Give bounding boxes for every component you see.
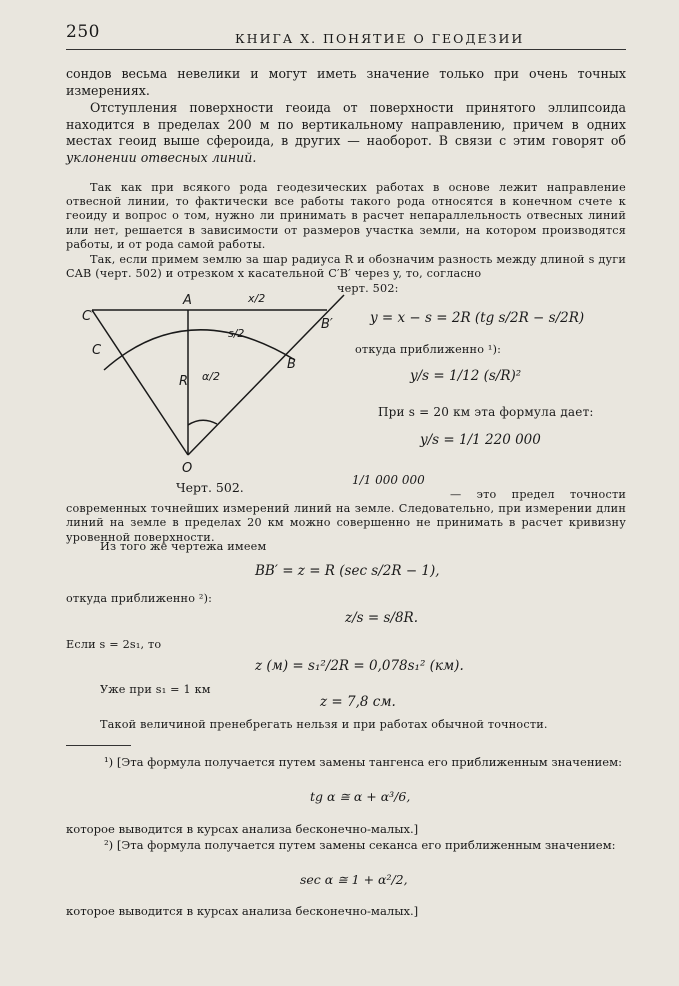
angle-arc xyxy=(188,420,217,425)
footnote-1-formula: tg α ≅ α + α³/6, xyxy=(310,789,411,804)
paragraph-2-text: Отступления поверхности геоида от поверхности принятого эллипсоида находится в пределах 200 м по вертикальному направлению, причем в одних местах геоид выше сфероида, в других — наоборот. В связи с этим говорят об xyxy=(66,100,626,148)
small-paragraph-2-tail: черт. 502: xyxy=(337,282,399,295)
figure-caption: Черт. 502. xyxy=(176,480,244,495)
formula-ratio: y/s = 1/1 220 000 xyxy=(420,432,541,448)
label-a: A xyxy=(183,293,192,308)
fraction-one-millionth: 1/1 000 000 xyxy=(352,473,425,487)
footnote-1-end: которое выводится в курсах анализа бесконечно-малых.] xyxy=(66,822,419,836)
text-if-s: Если s = 2s₁, то xyxy=(66,638,162,651)
label-r: R xyxy=(179,374,189,389)
text-cannot-neglect: Такой величиной пренебрегать нельзя и при работах обычной точности. xyxy=(100,718,548,731)
text-at-20km: При s = 20 км эта формула дает: xyxy=(378,405,594,419)
paragraph-2-italic: уклонении отвесных линий. xyxy=(66,149,257,165)
text-approx-2: откуда приближенно ²): xyxy=(66,592,213,605)
label-b-prime: B′ xyxy=(321,317,333,332)
running-header: КНИГА X. ПОНЯТИЕ О ГЕОДЕЗИИ xyxy=(235,31,525,46)
small-paragraph-2: Так, если примем землю за шар радиуса R и обозначим разность между длиной s дуги CAB (черт. 502) и отрезком x касательной C′B′ через y, то, согласно xyxy=(66,253,626,281)
formula-z-cm: z = 7,8 см. xyxy=(320,694,396,710)
formula-y: y = x − s = 2R (tg s/2R − s/2R) xyxy=(370,310,585,326)
text-approx-1: откуда приближенно ¹): xyxy=(355,343,502,356)
paragraph-2 xyxy=(66,100,626,166)
text-from-figure: Из того же чертежа имеем xyxy=(100,540,267,553)
text-precision-limit: — это предел точности современных точнейших измерений линий на земле. Следовательно, при измерении длин линий на земле в пределах 20 км можно совершенно не принимать в расчет кривизну уровенной поверхности. xyxy=(66,488,626,544)
label-o: O xyxy=(182,461,193,475)
text-already-at: Уже при s₁ = 1 км xyxy=(100,683,211,696)
label-c: C xyxy=(92,343,102,358)
label-x-half: x/2 xyxy=(248,292,266,305)
figure-502-diagram xyxy=(82,290,347,475)
footnote-2: ²) [Эта формула получается путем замены секанса его приближенным значением: xyxy=(104,838,616,852)
page-number: 250 xyxy=(66,22,100,42)
label-s-half: s/2 xyxy=(228,327,245,340)
footnote-rule xyxy=(66,745,131,746)
label-c-prime: C′ xyxy=(82,309,95,324)
footnote-1: ¹) [Эта формула получается путем замены тангенса его приближенным значением: xyxy=(104,755,623,769)
arc-cab xyxy=(104,330,295,370)
formula-bb: BB′ = z = R (sec s/2R − 1), xyxy=(255,563,440,579)
formula-z-meters: z (м) = s₁²/2R = 0,078s₁² (км). xyxy=(255,658,464,674)
footnote-2-end: которое выводится в курсах анализа бесконечно-малых.] xyxy=(66,904,419,918)
formula-z-over-s: z/s = s/8R. xyxy=(345,610,419,626)
footnote-2-formula: sec α ≅ 1 + α²/2, xyxy=(300,872,408,887)
formula-y-over-s: y/s = 1/12 (s/R)² xyxy=(410,368,522,384)
header-rule xyxy=(66,49,626,50)
label-b: B xyxy=(287,357,296,372)
label-alpha-half: α/2 xyxy=(202,370,220,383)
paragraph-1: сондов весьма невелики и могут иметь значение только при очень точных измерениях. xyxy=(66,66,626,98)
small-paragraph-1: Так как при всякого рода геодезических работах в основе лежит направление отвесной линии, то фактически все работы такого рода относятся в конечном счете к геоиду и вопрос о том, нужно ли принимать в расчет непараллельность отвесных линий или нет, решается в зависимости от размеров участка земли, на котором производятся работы, и от рода самой работы. xyxy=(66,181,626,251)
radius-line-left xyxy=(92,310,188,455)
